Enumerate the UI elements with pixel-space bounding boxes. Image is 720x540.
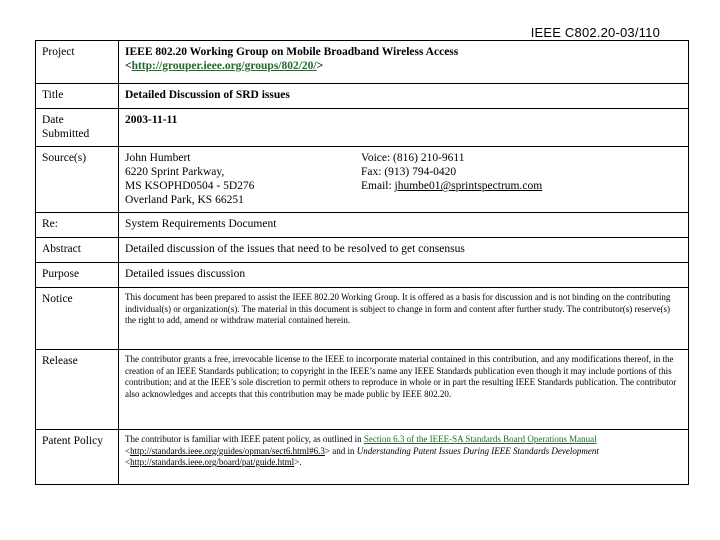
source-inner [125, 151, 682, 207]
row-abstract [36, 238, 689, 263]
email-link[interactable]: jhumbe01@sprintspectrum.com [394, 180, 543, 192]
address-line: 6220 Sprint Parkway, [125, 166, 225, 178]
email-prefix: Email: [361, 180, 395, 192]
fax-number: Fax: (913) 794-0420 [361, 166, 457, 178]
row-title [36, 84, 689, 109]
patent-guide-title: Understanding Patent Issues During IEEE Standards Development [356, 445, 599, 456]
patent-text: >. [294, 457, 302, 467]
source-contact [361, 151, 682, 207]
address-line: Overland Park, KS 66251 [125, 194, 244, 206]
row-date [36, 109, 689, 147]
label-patent: Patent Policy [36, 430, 119, 485]
patent-text: > and in [324, 445, 357, 456]
opman-link[interactable]: Section 6.3 of the IEEE-SA Standards Board Operations Manual [363, 434, 597, 444]
value-project [119, 41, 689, 84]
project-link-close: > [316, 60, 324, 72]
label-date: Date Submitted [36, 109, 119, 147]
label-project: Project [36, 41, 119, 84]
document-id: IEEE C802.20-03/110 [530, 25, 660, 40]
address-line: John Humbert [125, 152, 191, 164]
label-notice: Notice [36, 288, 119, 350]
label-source: Source(s) [36, 147, 119, 213]
row-notice [36, 288, 689, 350]
label-re: Re: [36, 213, 119, 238]
opman-url-link[interactable]: http://standards.ieee.org/guides/opman/sect6.html#6.3 [130, 445, 325, 456]
patent-guide-link[interactable]: http://standards.ieee.org/board/pat/guide.html [130, 457, 295, 467]
value-patent [119, 430, 689, 485]
patent-text: < [125, 457, 131, 467]
row-re [36, 213, 689, 238]
project-link[interactable]: http://grouper.ieee.org/groups/802/20/ [131, 60, 317, 72]
patent-text: < [125, 445, 131, 456]
value-purpose: Detailed issues discussion [119, 263, 689, 288]
row-purpose [36, 263, 689, 288]
value-abstract: Detailed discussion of the issues that need to be resolved to get consensus [119, 238, 689, 263]
row-patent [36, 430, 689, 485]
value-notice: This document has been prepared to assist the IEEE 802.20 Working Group. It is offered as a basis for discussion and is not binding on the contributing individual(s) or organization(s). The material in this document is subject to change in form and content after further study. The contributor(s) reserve(s) the right to add, amend or withdraw material contained herein. [119, 288, 689, 350]
label-release: Release [36, 350, 119, 430]
value-title: Detailed Discussion of SRD issues [119, 84, 689, 109]
value-date: 2003-11-11 [119, 109, 689, 147]
label-abstract: Abstract [36, 238, 119, 263]
value-re: System Requirements Document [119, 213, 689, 238]
row-source [36, 147, 689, 213]
row-release [36, 350, 689, 430]
value-release: The contributor grants a free, irrevocable license to the IEEE to incorporate material contained in this contribution, and any modifications thereof, in the creation of an IEEE Standards publication; to copyright in the IEEE’s name any IEEE Standards publication even though it may include portions of this contribution; and at the IEEE’s sole discretion to permit others to reproduce in whole or in part the resulting IEEE Standards publication. The contributor also acknowledges and accepts that this contribution may be made public by IEEE 802.20. [119, 350, 689, 430]
row-project [36, 41, 689, 84]
address-line: MS KSOPHD0504 - 5D276 [125, 180, 255, 192]
project-name: IEEE 802.20 Working Group on Mobile Broadband Wireless Access [125, 46, 459, 58]
source-address [125, 151, 361, 207]
project-link-open: < [125, 60, 132, 72]
patent-text: The contributor is familiar with IEEE patent policy, as outlined in [125, 434, 364, 444]
voice-number: Voice: (816) 210-9611 [361, 152, 465, 164]
value-source [119, 147, 689, 213]
label-title: Title [36, 84, 119, 109]
cover-sheet-table [35, 40, 689, 485]
label-purpose: Purpose [36, 263, 119, 288]
